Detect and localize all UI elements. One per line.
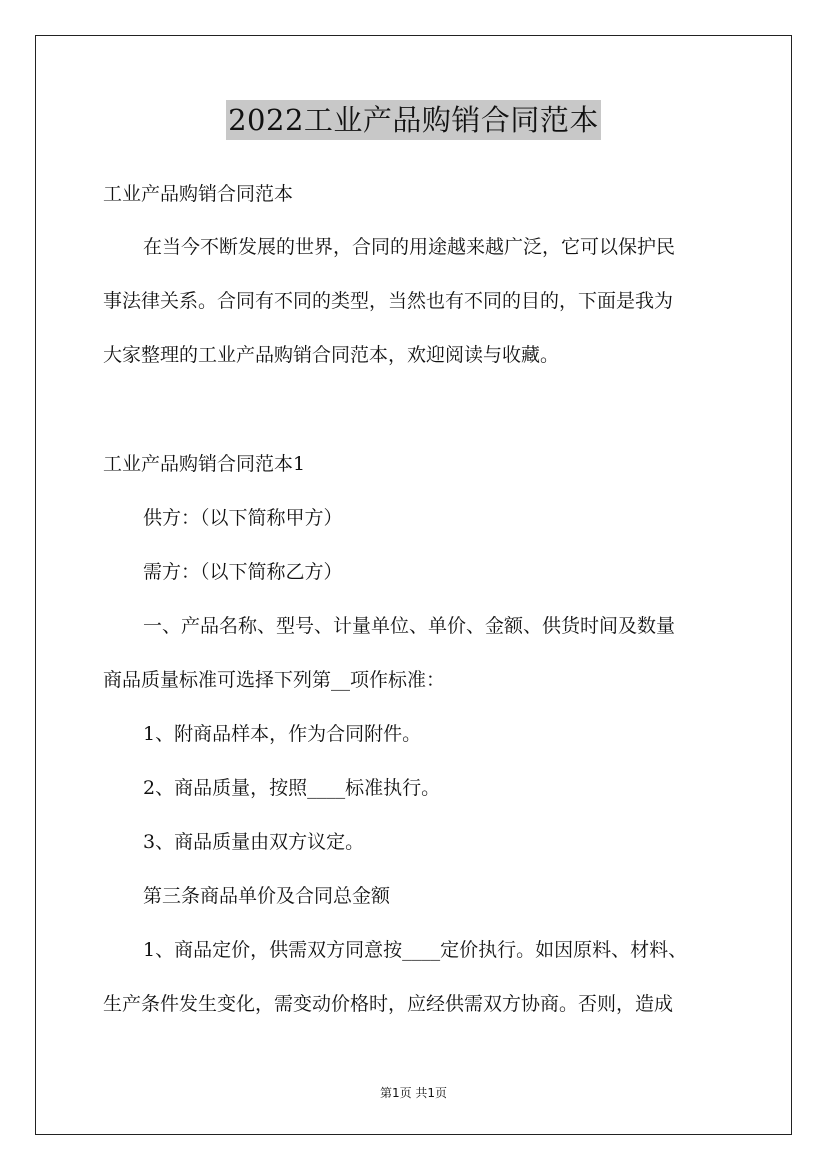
intro-paragraph-line: 在当今不断发展的世界，合同的用途越来越广泛，它可以保护民 [143,236,676,258]
supplier-line: 供方：（以下简称甲方） [143,507,343,529]
document-title: 2022工业产品购销合同范本 [226,100,601,140]
clause-item: 3、商品质量由双方议定。 [143,831,365,853]
clause-item: 2、商品质量，按照____标准执行。 [143,777,441,799]
clause-item: 1、附商品样本，作为合同附件。 [143,723,422,745]
clause-line: 生产条件发生变化，需变动价格时，应经供需双方协商。否则，造成 [103,993,674,1015]
buyer-line: 需方：（以下简称乙方） [143,561,343,583]
clause-item: 1、商品定价，供需双方同意按____定价执行。如因原料、材料、 [143,939,688,961]
contract-heading: 工业产品购销合同范本1 [103,453,306,475]
clause-line: 商品质量标准可选择下列第__项作标准： [103,669,446,691]
article-heading: 第三条商品单价及合同总金额 [143,885,391,907]
intro-paragraph-line: 事法律关系。合同有不同的类型，当然也有不同的目的，下面是我为 [103,290,674,312]
intro-paragraph-line: 大家整理的工业产品购销合同范本，欢迎阅读与收藏。 [103,344,560,366]
page-footer: 第1页 共1页 [379,1086,448,1100]
section-heading: 工业产品购销合同范本 [103,183,294,205]
clause-line: 一、产品名称、型号、计量单位、单价、金额、供货时间及数量 [143,615,676,637]
